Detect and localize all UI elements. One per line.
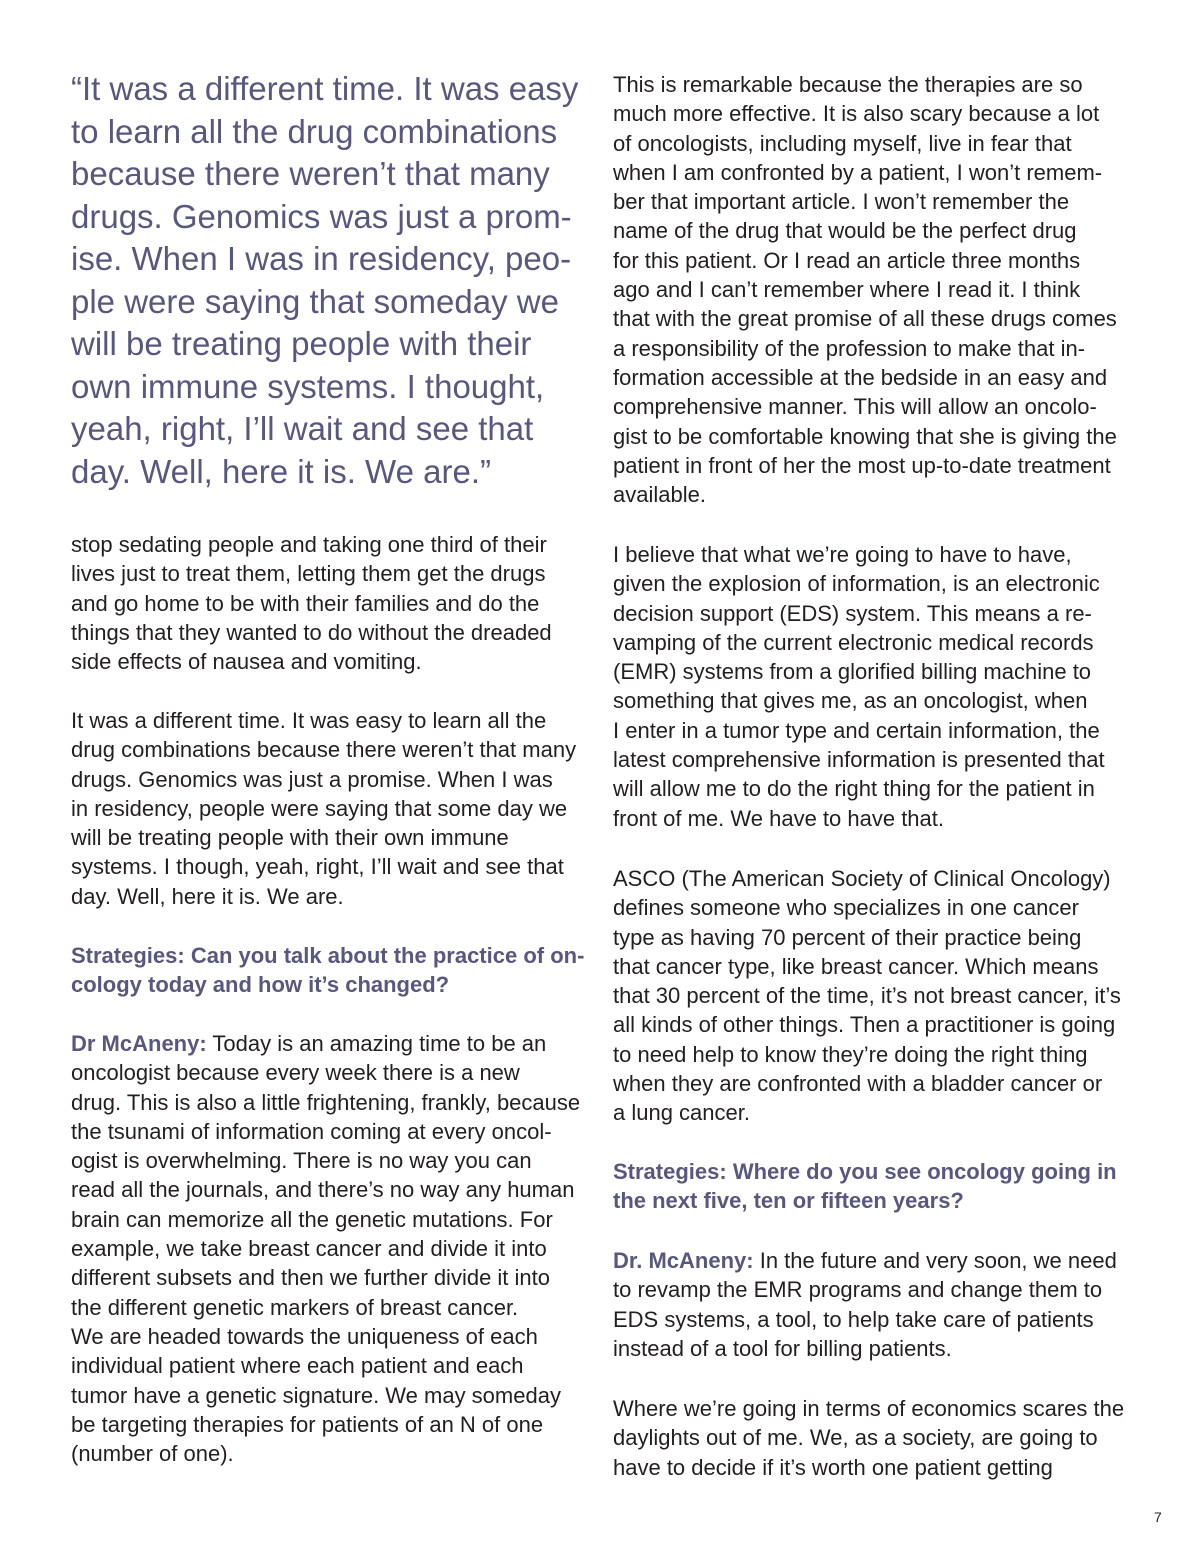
text-line: defines someone who specializes in one cancer [613,895,1079,921]
text-line: day. Well, here it is. We are. [71,883,344,909]
text-line: read all the journals, and there’s no way any human [71,1177,575,1203]
question-line: Strategies: Can you talk about the practice of on- [71,943,585,968]
text-line: decision support (EDS) system. This means a re- [613,600,1092,626]
text-line: for this patient. Or I read an article three months [613,247,1081,273]
pull-quote-line: ise. When I was in residency, peo- [71,240,572,277]
text-line: front of me. We have to have that. [613,805,944,831]
answer-first-line [613,1246,1117,1275]
text-line: vamping of the current electronic medical records [613,629,1094,655]
text-line: Where we’re going in terms of economics scares the [613,1396,1125,1421]
pull-quote-line: because there weren’t that many [71,155,550,192]
text-line: patient in front of her the most up-to-date treatment [613,452,1111,478]
text-line: ASCO (The American Society of Clinical Oncology) [613,866,1111,891]
text-line: the different genetic markers of breast cancer. [71,1294,519,1320]
text-line: drug combinations because there weren’t that many [71,737,577,763]
text-line: gist to be comfortable knowing that she is giving the [613,423,1117,449]
text-line: available. [613,482,706,508]
text-line: will allow me to do the right thing for the patient in [613,776,1095,802]
pull-quote-line: “It was a different time. It was easy [71,70,579,107]
interview-question [613,1157,1117,1216]
text-line: when I am confronted by a patient, I won’t remem- [613,159,1103,185]
text-line: stop sedating people and taking one third of their [71,532,547,557]
text-line: much more effective. It is also scary because a lot [613,101,1100,127]
text-line: ber that important article. I won’t remember the [613,189,1070,215]
paragraph [71,706,576,911]
text-line: I believe that what we’re going to have to have, [613,542,1072,567]
speaker-name: Dr McAneny: [71,1031,207,1056]
text-line: This is remarkable because the therapies are so [613,72,1083,97]
paragraph [613,70,1117,509]
text-line: ogist is overwhelming. There is no way you can [71,1148,532,1174]
text-line: in residency, people were saying that some day we [71,795,568,821]
text-line: a lung cancer. [613,1100,750,1126]
text-line: side effects of nausea and vomiting. [71,649,422,675]
pull-quote-line: will be treating people with their [71,325,532,362]
text-line: to need help to know they’re doing the right thing [613,1041,1088,1067]
text-line: drug. This is also a little frightening, frankly, because [71,1089,581,1115]
text-line: that 30 percent of the time, it’s not breast cancer, it’s [613,983,1121,1009]
text-line: something that gives me, as an oncologist, when [613,688,1088,714]
text-line: will be treating people with their own immune [71,825,509,851]
text-line: drugs. Genomics was just a promise. When I was [71,766,553,792]
text-line: that with the great promise of all these drugs comes [613,306,1117,332]
text-line: have to decide if it’s worth one patient getting [613,1454,1053,1480]
pull-quote-line: to learn all the drug combinations [71,112,558,150]
text-line: I enter in a tumor type and certain information, the [613,717,1100,743]
text-line: daylights out of me. We, as a society, are going to [613,1425,1098,1451]
text-line: We are headed towards the uniqueness of each [71,1323,538,1349]
pull-quote-line: drugs. Genomics was just a prom- [71,197,572,235]
text-line: lives just to treat them, letting them get the drugs [71,561,546,587]
interview-answer [613,1246,1117,1363]
text-line: systems. I though, yeah, right, I’ll wait and see that [71,854,564,880]
paragraph [613,1394,1124,1482]
text-line: be targeting therapies for patients of an N of one [71,1411,544,1437]
text-line: instead of a tool for billing patients. [613,1335,952,1361]
interview-answer [71,1029,580,1468]
text-line: oncologist because every week there is a new [71,1060,520,1086]
pull-quote [71,68,601,493]
answer-text: Today is an amazing time to be an [206,1031,547,1056]
paragraph [613,864,1121,1128]
text-line: ago and I can’t remember where I read it. I think [613,277,1081,303]
question-line: cology today and how it’s changed? [71,972,450,998]
text-line: and go home to be with their families and do the [71,590,540,616]
question-line: Strategies: Where do you see oncology going in [613,1159,1117,1184]
answer-first-line [71,1029,580,1058]
question-line: the next five, ten or fifteen years? [613,1188,964,1214]
text-line: a responsibility of the profession to make that in- [613,335,1086,361]
text-line: It was a different time. It was easy to learn all the [71,708,547,733]
text-line: all kinds of other things. Then a practitioner is going [613,1012,1116,1038]
text-line: EDS systems, a tool, to help take care of patients [613,1306,1094,1332]
text-line: type as having 70 percent of their practice being [613,924,1082,950]
text-line: given the explosion of information, is an electronic [613,571,1100,597]
pull-quote-line: own immune systems. I thought, [71,367,545,405]
answer-text: In the future and very soon, we need [753,1248,1117,1273]
speaker-name: Dr. McAneny: [613,1248,754,1273]
paragraph [613,540,1105,833]
text-line: example, we take breast cancer and divide it into [71,1236,547,1262]
text-line: individual patient where each patient and each [71,1353,524,1379]
text-line: name of the drug that would be the perfect drug [613,218,1077,244]
text-line: comprehensive manner. This will allow an oncolo- [613,394,1097,420]
pull-quote-line: ple were saying that someday we [71,282,559,320]
text-line: things that they wanted to do without the dreaded [71,619,552,645]
pull-quote-line: day. Well, here it is. We are.” [71,452,491,490]
interview-question [71,941,584,1000]
text-line: latest comprehensive information is presented that [613,747,1105,773]
text-line: different subsets and then we further divide it into [71,1265,550,1291]
text-line: (number of one). [71,1441,234,1467]
text-line: the tsunami of information coming at every oncol- [71,1118,552,1144]
text-line: that cancer type, like breast cancer. Which means [613,953,1099,979]
text-line: to revamp the EMR programs and change them to [613,1277,1103,1303]
text-line: (EMR) systems from a glorified billing machine to [613,659,1092,685]
text-line: brain can memorize all the genetic mutations. For [71,1206,553,1232]
text-line: of oncologists, including myself, live in fear that [613,130,1072,156]
pull-quote-line: yeah, right, I’ll wait and see that [71,410,534,447]
page-number: 7 [1154,1509,1162,1525]
text-line: tumor have a genetic signature. We may someday [71,1382,561,1408]
text-line: formation accessible at the bedside in an easy and [613,364,1108,390]
text-line: when they are confronted with a bladder cancer or [613,1071,1103,1097]
paragraph [71,530,552,676]
